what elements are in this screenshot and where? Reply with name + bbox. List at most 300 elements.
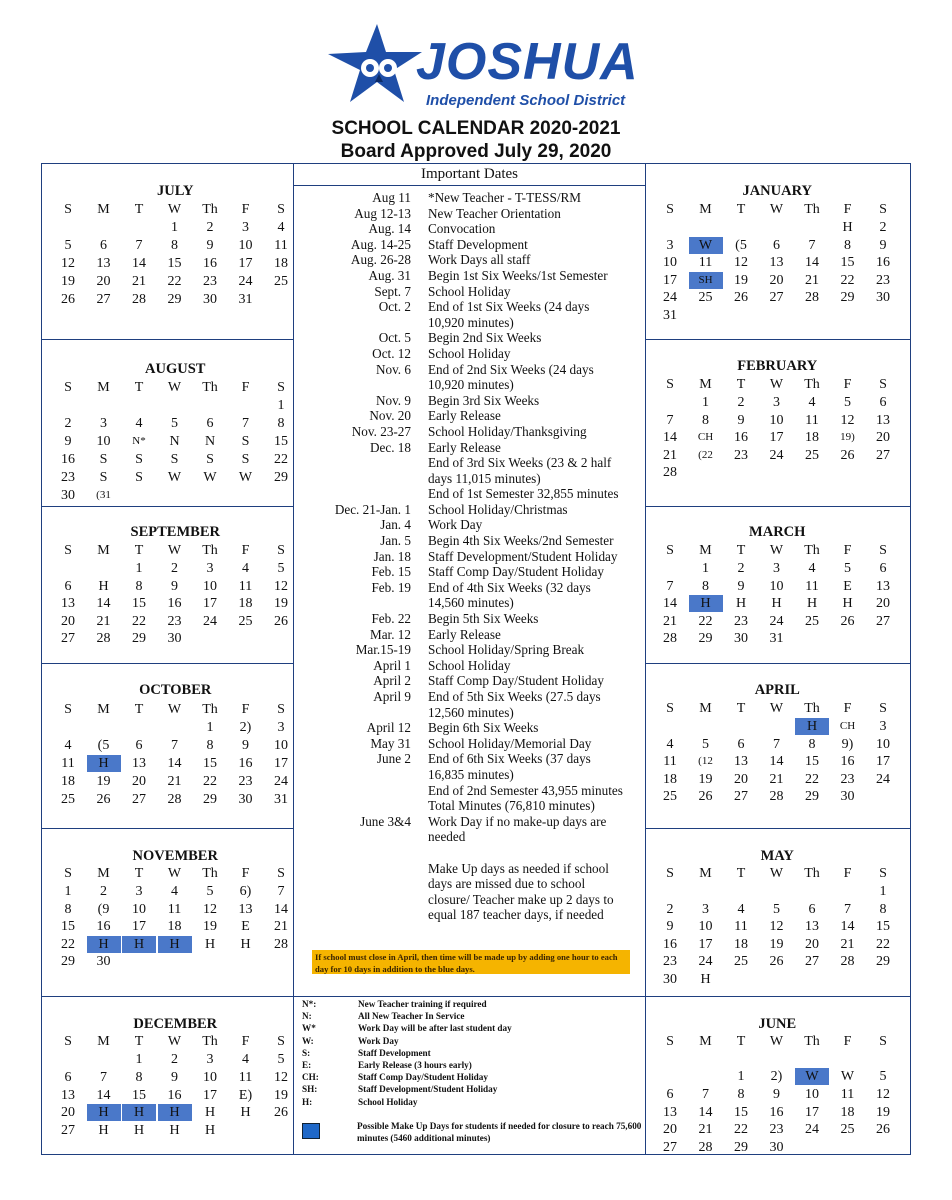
legend — [302, 998, 642, 1108]
weekday-header: Th — [804, 866, 820, 881]
day-cell: 28 — [663, 631, 677, 646]
day-cell: 28 — [840, 954, 855, 969]
day-cell: 19 — [698, 771, 713, 787]
date-label: Dec. 18 — [369, 439, 411, 455]
day-cell: 7 — [702, 1086, 709, 1102]
day-cell: CH — [697, 431, 714, 443]
day-cell: 20 — [876, 596, 890, 611]
day-cell: 21 — [769, 771, 784, 787]
day-cell: 6 — [773, 237, 780, 253]
day-cell: (31 — [96, 489, 111, 501]
weekday-header: S — [64, 543, 72, 558]
weekday-header: W — [769, 202, 784, 217]
day-cell: 11 — [167, 901, 182, 917]
day-cell: 6 — [666, 1086, 674, 1102]
day-cell: 6 — [64, 1069, 72, 1085]
day-cell: 10 — [769, 578, 784, 594]
weekday-header: S — [879, 1034, 887, 1049]
day-cell: 9 — [171, 578, 178, 594]
day-cell: 5 — [171, 416, 178, 431]
important-date-row — [294, 346, 645, 362]
weekday-header: Th — [804, 377, 820, 392]
day-cell: 6 — [879, 395, 887, 410]
weekday-header: W — [769, 701, 784, 716]
day-cell: 21 — [132, 274, 146, 289]
month-name: NOVEMBER — [132, 848, 218, 864]
day-cell: 5 — [844, 561, 851, 576]
day-cell: 8 — [135, 1069, 143, 1085]
legend-value: Work Day — [358, 1035, 399, 1046]
day-cell: 10 — [769, 412, 784, 428]
day-cell: 26 — [96, 792, 111, 807]
weekday-header: S — [879, 701, 887, 716]
day-cell: 3 — [100, 416, 107, 431]
day-cell: 29 — [274, 470, 288, 485]
day-cell: 25 — [698, 290, 713, 305]
day-cell: 24 — [274, 774, 288, 789]
date-label: Aug. 31 — [368, 267, 411, 283]
day-cell: 4 — [242, 561, 249, 576]
legend-key: N*: — [302, 999, 317, 1009]
important-date-row — [294, 190, 645, 206]
day-cell: 17 — [132, 919, 146, 934]
weekday-header: S — [666, 543, 674, 558]
date-description: End of 3rd Six Weeks (23 & 2 half — [428, 455, 612, 471]
day-cell: H — [98, 578, 109, 594]
important-date-row — [294, 892, 645, 908]
april-closure-notice: If school must close in April, then time will be made up by adding one hour to each day for 10 days in addition to the blue days. — [312, 950, 630, 974]
day-cell: 28 — [132, 292, 146, 307]
day-cell: 10 — [876, 736, 890, 752]
day-cell: 24 — [769, 613, 784, 629]
month-name: JUNE — [758, 1016, 797, 1032]
weekday-header: W — [167, 866, 182, 881]
day-cell: 15 — [274, 434, 288, 449]
day-cell: H — [169, 1123, 180, 1139]
date-description: days 11,015 minutes) — [428, 470, 541, 486]
day-cell: 28 — [769, 789, 784, 804]
date-description: Convocation — [428, 221, 496, 237]
important-date-row — [294, 658, 645, 674]
day-cell: 17 — [698, 936, 713, 952]
date-description: School Holiday — [428, 657, 511, 673]
day-cell: 23 — [203, 274, 217, 289]
important-date-row — [294, 845, 645, 861]
date-description: 10,920 minutes) — [428, 377, 514, 393]
date-label: Aug 11 — [372, 190, 411, 205]
day-cell: H — [735, 596, 747, 611]
month-name: DECEMBER — [133, 1016, 218, 1032]
day-cell: 1 — [64, 884, 72, 899]
date-description: New Teacher Orientation — [428, 205, 561, 221]
weekday-header: M — [97, 543, 110, 558]
important-date-row — [294, 798, 645, 814]
date-label: Jan. 18 — [373, 548, 411, 564]
important-date-row — [294, 642, 645, 658]
day-cell: 11 — [805, 412, 819, 428]
day-cell: 6 — [737, 736, 745, 752]
day-cell: 3 — [773, 561, 780, 576]
day-cell: (5 — [735, 237, 747, 253]
day-cell: 22 — [132, 613, 146, 629]
day-cell: 15 — [840, 255, 855, 270]
day-cell: (12 — [698, 755, 713, 767]
day-cell: 2 — [171, 561, 178, 576]
day-cell: 29 — [840, 290, 855, 305]
day-cell: 23 — [769, 1122, 784, 1138]
day-cell: (9 — [97, 901, 110, 917]
month-name: MARCH — [749, 524, 806, 540]
day-cell: 29 — [734, 1140, 748, 1156]
day-cell: 10 — [238, 238, 253, 253]
day-cell: 9 — [737, 412, 745, 428]
day-cell: 1 — [879, 884, 887, 899]
day-cell: 1 — [135, 561, 143, 576]
divider — [645, 506, 911, 507]
day-cell: 20 — [61, 613, 75, 629]
day-cell: 16 — [663, 936, 677, 952]
date-description: End of 1st Semester 32,855 minutes — [428, 486, 619, 502]
day-cell: 26 — [840, 613, 855, 629]
day-cell: 30 — [203, 292, 217, 307]
day-cell: 3 — [666, 237, 674, 253]
day-cell: 7 — [844, 901, 851, 917]
day-cell: 11 — [663, 754, 677, 769]
day-cell: 9) — [841, 736, 854, 752]
date-label: Nov. 9 — [375, 392, 411, 408]
important-date-row — [294, 252, 645, 268]
day-cell: 23 — [840, 771, 855, 787]
day-cell: H — [204, 1105, 216, 1121]
day-cell: H — [204, 936, 216, 952]
divider — [294, 996, 645, 997]
day-cell: 30 — [876, 290, 890, 305]
makeup-day-swatch — [302, 1123, 320, 1139]
legend-row — [302, 1047, 642, 1059]
day-cell: 9 — [64, 434, 72, 449]
day-cell: 26 — [840, 447, 855, 463]
date-description: End of 5th Six Weeks (27.5 days — [428, 689, 601, 704]
day-cell: 15 — [876, 919, 890, 934]
day-cell: 8 — [702, 412, 709, 428]
weekday-header: Th — [804, 202, 820, 217]
day-cell: 1 — [206, 720, 214, 735]
day-cell: 22 — [61, 936, 75, 952]
weekday-header: Th — [202, 702, 218, 717]
day-cell: 27 — [734, 789, 748, 804]
day-cell: 27 — [805, 954, 819, 969]
date-label: May 31 — [370, 735, 411, 751]
divider — [41, 506, 293, 507]
weekday-header: W — [167, 543, 182, 558]
date-description: needed — [428, 829, 466, 845]
day-cell: 15 — [167, 256, 182, 271]
day-cell: 5 — [206, 884, 214, 899]
day-cell: S — [206, 452, 214, 467]
weekday-header: T — [134, 1034, 144, 1049]
legend-key: W: — [302, 1035, 314, 1046]
weekday-header: Th — [804, 701, 820, 716]
weekday-header: M — [699, 377, 712, 392]
day-cell: 19 — [96, 774, 111, 789]
day-cell: N* — [132, 435, 146, 447]
legend-value: Work Day will be after last student day — [358, 1023, 512, 1034]
day-cell: 24 — [238, 274, 253, 289]
weekday-header: T — [736, 1034, 746, 1049]
date-description: End of 6th Six Weeks (37 days — [428, 751, 591, 767]
day-cell: 17 — [274, 756, 288, 771]
day-cell: 23 — [61, 470, 75, 485]
day-cell: 18 — [663, 771, 677, 787]
day-cell: 26 — [274, 613, 288, 629]
day-cell: 14 — [663, 596, 677, 611]
day-cell: 15 — [132, 1087, 146, 1103]
weekday-header: S — [879, 202, 887, 217]
important-date-row — [294, 689, 645, 705]
day-cell: 26 — [734, 290, 748, 305]
date-label: Feb. 22 — [371, 611, 411, 627]
date-label: April 1 — [373, 657, 411, 673]
day-cell: H — [122, 936, 156, 953]
day-cell: 28 — [698, 1140, 713, 1156]
day-cell: 21 — [663, 447, 677, 463]
weekday-header: S — [277, 1034, 285, 1049]
important-date-row — [294, 861, 645, 877]
weekday-header: Th — [202, 202, 218, 217]
day-cell: 7 — [773, 736, 780, 752]
day-cell: 19 — [734, 272, 748, 288]
important-date-row — [294, 440, 645, 456]
important-date-row — [294, 408, 645, 424]
day-cell: 1 — [702, 395, 709, 410]
day-cell: H — [133, 1123, 145, 1139]
day-cell: 12 — [876, 1086, 890, 1102]
day-cell: 7 — [242, 416, 249, 431]
day-cell: 29 — [132, 631, 146, 646]
date-description: End of 1st Six Weeks (24 days — [428, 299, 590, 315]
weekday-header: F — [843, 543, 852, 558]
day-cell: 13 — [238, 901, 253, 917]
day-cell: 19 — [876, 1104, 890, 1120]
date-description: School Holiday — [428, 345, 511, 361]
legend-makeup-text: Possible Make Up Days for students if needed for closure to reach 75,600 minutes (5460 additional minutes) — [357, 1121, 642, 1143]
day-cell: 16 — [734, 430, 748, 445]
day-cell: 24 — [876, 771, 890, 787]
day-cell: 10 — [663, 255, 677, 270]
day-cell: 20 — [132, 774, 146, 789]
day-cell: 7 — [135, 238, 143, 253]
weekday-header: F — [843, 1034, 852, 1049]
legend-value: Staff Development — [358, 1047, 431, 1058]
important-date-row — [294, 907, 645, 923]
day-cell: H — [87, 936, 121, 953]
day-cell: 7 — [171, 738, 178, 753]
legend-key: N: — [302, 1011, 312, 1022]
legend-value: All New Teacher In Service — [358, 1011, 465, 1022]
day-cell: 5 — [277, 1052, 285, 1067]
legend-value: Staff Comp Day/Student Holiday — [358, 1072, 488, 1083]
important-date-row — [294, 486, 645, 502]
legend-row — [302, 1059, 642, 1071]
day-cell: 14 — [698, 1104, 713, 1120]
day-cell: 6 — [100, 238, 107, 253]
weekday-header: T — [736, 202, 746, 217]
day-cell: 12 — [769, 919, 784, 934]
day-cell: 18 — [238, 596, 253, 611]
day-cell: (5 — [97, 738, 110, 753]
important-date-row — [294, 829, 645, 845]
day-cell: 19) — [840, 431, 855, 443]
day-cell: 31 — [238, 292, 253, 307]
day-cell: 16 — [238, 756, 253, 771]
day-cell: 30 — [840, 789, 855, 804]
heading-underline — [294, 185, 645, 186]
day-cell: 14 — [805, 255, 819, 270]
weekday-header: S — [64, 380, 72, 395]
important-date-row — [294, 736, 645, 752]
day-cell: 2 — [879, 220, 887, 235]
weekday-header: M — [97, 702, 110, 717]
weekday-header: S — [666, 377, 674, 392]
day-cell: 29 — [61, 954, 75, 969]
day-cell: 16 — [203, 256, 217, 271]
legend-row — [302, 1035, 642, 1047]
day-cell: 14 — [132, 256, 146, 271]
legend-row — [302, 1096, 642, 1108]
day-cell: 27 — [876, 613, 890, 629]
date-label: Jan. 4 — [380, 517, 411, 533]
date-label: Feb. 15 — [371, 564, 411, 580]
important-dates-list — [294, 190, 645, 923]
day-cell: 10 — [805, 1086, 819, 1102]
day-cell: (22 — [698, 448, 713, 461]
date-description: School Holiday/Christmas — [428, 501, 568, 517]
day-cell: W — [840, 1069, 855, 1084]
important-date-row — [294, 502, 645, 518]
important-date-row — [294, 720, 645, 736]
weekday-header: M — [97, 1034, 110, 1049]
day-cell: 14 — [167, 756, 182, 771]
day-cell: 2 — [666, 901, 674, 917]
weekday-header: T — [134, 866, 144, 881]
weekday-header: T — [134, 202, 144, 217]
date-description: School Holiday/Spring Break — [428, 642, 585, 658]
important-date-row — [294, 330, 645, 346]
day-cell: 3 — [206, 1052, 214, 1067]
day-cell: 4 — [242, 1052, 249, 1067]
weekday-header: T — [134, 543, 144, 558]
weekday-header: S — [277, 866, 285, 881]
day-cell: 4 — [277, 220, 285, 235]
day-cell: 2 — [64, 416, 72, 431]
day-cell: 17 — [663, 272, 677, 288]
date-label: April 12 — [366, 720, 411, 736]
weekday-header: T — [736, 377, 746, 392]
day-cell: W — [689, 237, 723, 254]
day-cell: 9 — [773, 1086, 780, 1102]
weekday-header: W — [167, 1034, 182, 1049]
divider — [41, 828, 293, 829]
day-cell: S — [170, 452, 179, 467]
day-cell: 22 — [840, 272, 855, 288]
day-cell: 14 — [840, 919, 855, 934]
weekday-header: Th — [804, 543, 820, 558]
day-cell: 2) — [770, 1069, 783, 1084]
day-cell: 31 — [769, 631, 784, 646]
day-cell: 10 — [698, 919, 713, 934]
date-description: *New Teacher - T-TESS/RM — [428, 190, 582, 205]
important-date-row — [294, 580, 645, 596]
important-date-row — [294, 237, 645, 253]
day-cell: 29 — [805, 789, 819, 804]
date-description: Begin 6th Six Weeks — [428, 720, 539, 736]
weekday-header: F — [241, 1034, 250, 1049]
day-cell: 19 — [769, 936, 784, 952]
day-cell: 23 — [734, 447, 748, 463]
day-cell: 3 — [702, 901, 709, 917]
day-cell: 14 — [769, 754, 784, 769]
weekday-header: S — [666, 1034, 674, 1049]
day-cell: 10 — [132, 901, 146, 917]
day-cell: H — [842, 220, 853, 235]
day-cell: 22 — [734, 1122, 748, 1138]
day-cell: 22 — [876, 936, 890, 952]
weekday-header: W — [769, 543, 784, 558]
day-cell: 23 — [663, 954, 677, 969]
day-cell: E — [241, 919, 250, 934]
date-label: Sept. 7 — [374, 283, 411, 299]
day-cell: 8 — [277, 416, 285, 431]
important-date-row — [294, 611, 645, 627]
legend-row — [302, 1022, 642, 1034]
day-cell: 24 — [663, 290, 677, 305]
day-cell: 9 — [666, 919, 674, 934]
day-cell: 11 — [238, 1069, 253, 1085]
important-date-row — [294, 751, 645, 767]
day-cell: 11 — [238, 578, 253, 594]
weekday-header: W — [167, 702, 182, 717]
day-cell: H — [98, 1123, 109, 1139]
weekday-header: T — [134, 380, 144, 395]
day-cell: 25 — [734, 954, 748, 969]
date-label: Oct. 5 — [378, 330, 411, 346]
date-label: April 2 — [373, 673, 411, 689]
weekday-header: T — [134, 702, 144, 717]
day-cell: 30 — [238, 792, 253, 807]
date-description: Work Day — [428, 517, 483, 533]
day-cell: 30 — [96, 954, 111, 969]
day-cell: 19 — [274, 596, 288, 611]
day-cell: 24 — [769, 447, 784, 463]
important-date-row — [294, 517, 645, 533]
day-cell: 18 — [840, 1104, 855, 1120]
day-cell: 4 — [808, 395, 816, 410]
day-cell: 26 — [274, 1105, 288, 1121]
day-cell: 8 — [135, 578, 143, 594]
day-cell: SH — [689, 272, 723, 289]
day-cell: 20 — [805, 936, 819, 952]
day-cell: 25 — [805, 447, 819, 463]
day-cell: H — [771, 596, 782, 611]
important-date-row — [294, 393, 645, 409]
day-cell: 28 — [96, 631, 111, 646]
day-cell: 30 — [663, 971, 677, 987]
day-cell: 21 — [698, 1122, 713, 1138]
date-description: days are missed due to school — [428, 876, 586, 892]
day-cell: N — [169, 434, 180, 449]
weekday-header: S — [879, 377, 887, 392]
weekday-header: M — [699, 1034, 712, 1049]
